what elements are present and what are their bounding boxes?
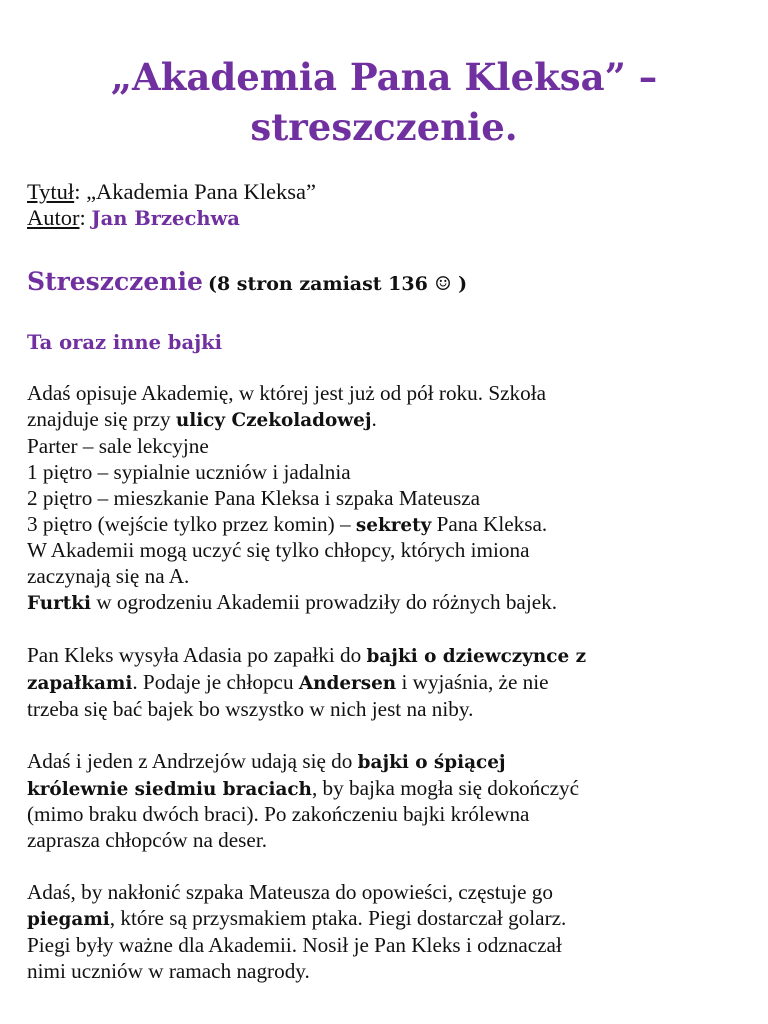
text-line: (mimo braku dwóch braci). Po zakończeniu bajki królewna (27, 802, 530, 827)
text-line (27, 670, 747, 697)
text-line: Adaś, by nakłonić szpaka Mateusza do opowieści, częstuje go (27, 880, 553, 905)
document-body (27, 381, 747, 1011)
author-name: Jan Brzechwa (91, 207, 240, 230)
paragraph-2 (27, 643, 747, 723)
text-line: zaprasza chłopców na deser. (27, 828, 268, 853)
text-run: , które są przysmakiem ptaka. Piegi dostarczał golarz. (109, 906, 567, 931)
text-run: Adaś i jeden z Andrzejów udają się do (27, 748, 358, 773)
text-run: w ogrodzeniu Akademii prowadziły do różnych bajek. (91, 590, 558, 615)
text-run: . Podaje je chłopcu (132, 669, 299, 694)
author-meta-line (27, 205, 316, 232)
text-run: Pana Kleksa. (431, 511, 548, 536)
paragraph-3 (27, 749, 747, 855)
text-line (27, 749, 747, 776)
text-line (27, 407, 747, 434)
text-line (27, 590, 747, 617)
author-separator: : (79, 205, 92, 230)
text-run: , by bajka mogła się dokończyć (311, 775, 580, 800)
bold-term: królewnie siedmiu braciach (27, 778, 312, 800)
text-line: Adaś opisuje Akademię, w której jest już od pół roku. Szkoła (27, 381, 546, 405)
metadata-block (27, 179, 316, 232)
text-line (27, 776, 747, 803)
section-note: (8 stron zamiast 136 ☺ ) (207, 273, 468, 295)
text-line: Piegi były ważne dla Akademii. Nosił je Pan Kleks i odznaczał (27, 932, 562, 957)
text-run: Pan Kleks wysyła Adasia po zapałki do (27, 643, 367, 668)
title-meta-line (27, 179, 316, 205)
author-label: Autor (27, 205, 80, 230)
text-run: 3 piętro (wejście tylko przez komin) – (27, 511, 356, 536)
text-line: Parter – sale lekcyjne (27, 433, 209, 458)
title-value: : „Akademia Pana Kleksa” (74, 179, 316, 204)
text-line: zaczynają się na A. (27, 564, 190, 589)
paragraph-4 (27, 880, 747, 985)
text-line: 1 piętro – sypialnie uczniów i jadalnia (27, 459, 351, 484)
bold-term: sekrety (355, 514, 432, 536)
bold-term: bajki o śpiącej (357, 751, 506, 773)
text-line: trzeba się bać bajek bo wszystko w nich jest na niby. (27, 696, 474, 721)
paragraph-1 (27, 381, 747, 617)
text-line: W Akademii mogą uczyć się tylko chłopcy, których imiona (27, 538, 530, 563)
text-line: 2 piętro – mieszkanie Pana Kleksa i szpaka Mateusza (27, 485, 481, 510)
text-run: i wyjaśnia, że nie (396, 669, 549, 694)
text-line (27, 643, 747, 670)
text-run: . (371, 406, 377, 431)
bold-term: zapałkami (27, 672, 133, 694)
text-line (27, 512, 747, 539)
section-heading-line (27, 265, 467, 302)
bold-term: piegami (27, 909, 110, 931)
text-line (27, 906, 747, 933)
bold-term: bajki o dziewczynce z (366, 646, 587, 668)
bold-term: Furtki (27, 593, 92, 615)
title-line-2: streszczenie. (250, 105, 518, 149)
bold-term: ulicy Czekoladowej (175, 409, 372, 431)
title-label: Tytuł (27, 179, 75, 204)
section-heading: Streszczenie (27, 267, 203, 296)
document-title (0, 52, 768, 152)
subheading: Ta oraz inne bajki (27, 331, 223, 354)
title-line-1: „Akademia Pana Kleksa” – (110, 55, 658, 99)
text-run: znajduje się przy (27, 406, 176, 431)
bold-term: Andersen (298, 672, 397, 694)
text-line: nimi uczniów w ramach nagrody. (27, 958, 310, 983)
